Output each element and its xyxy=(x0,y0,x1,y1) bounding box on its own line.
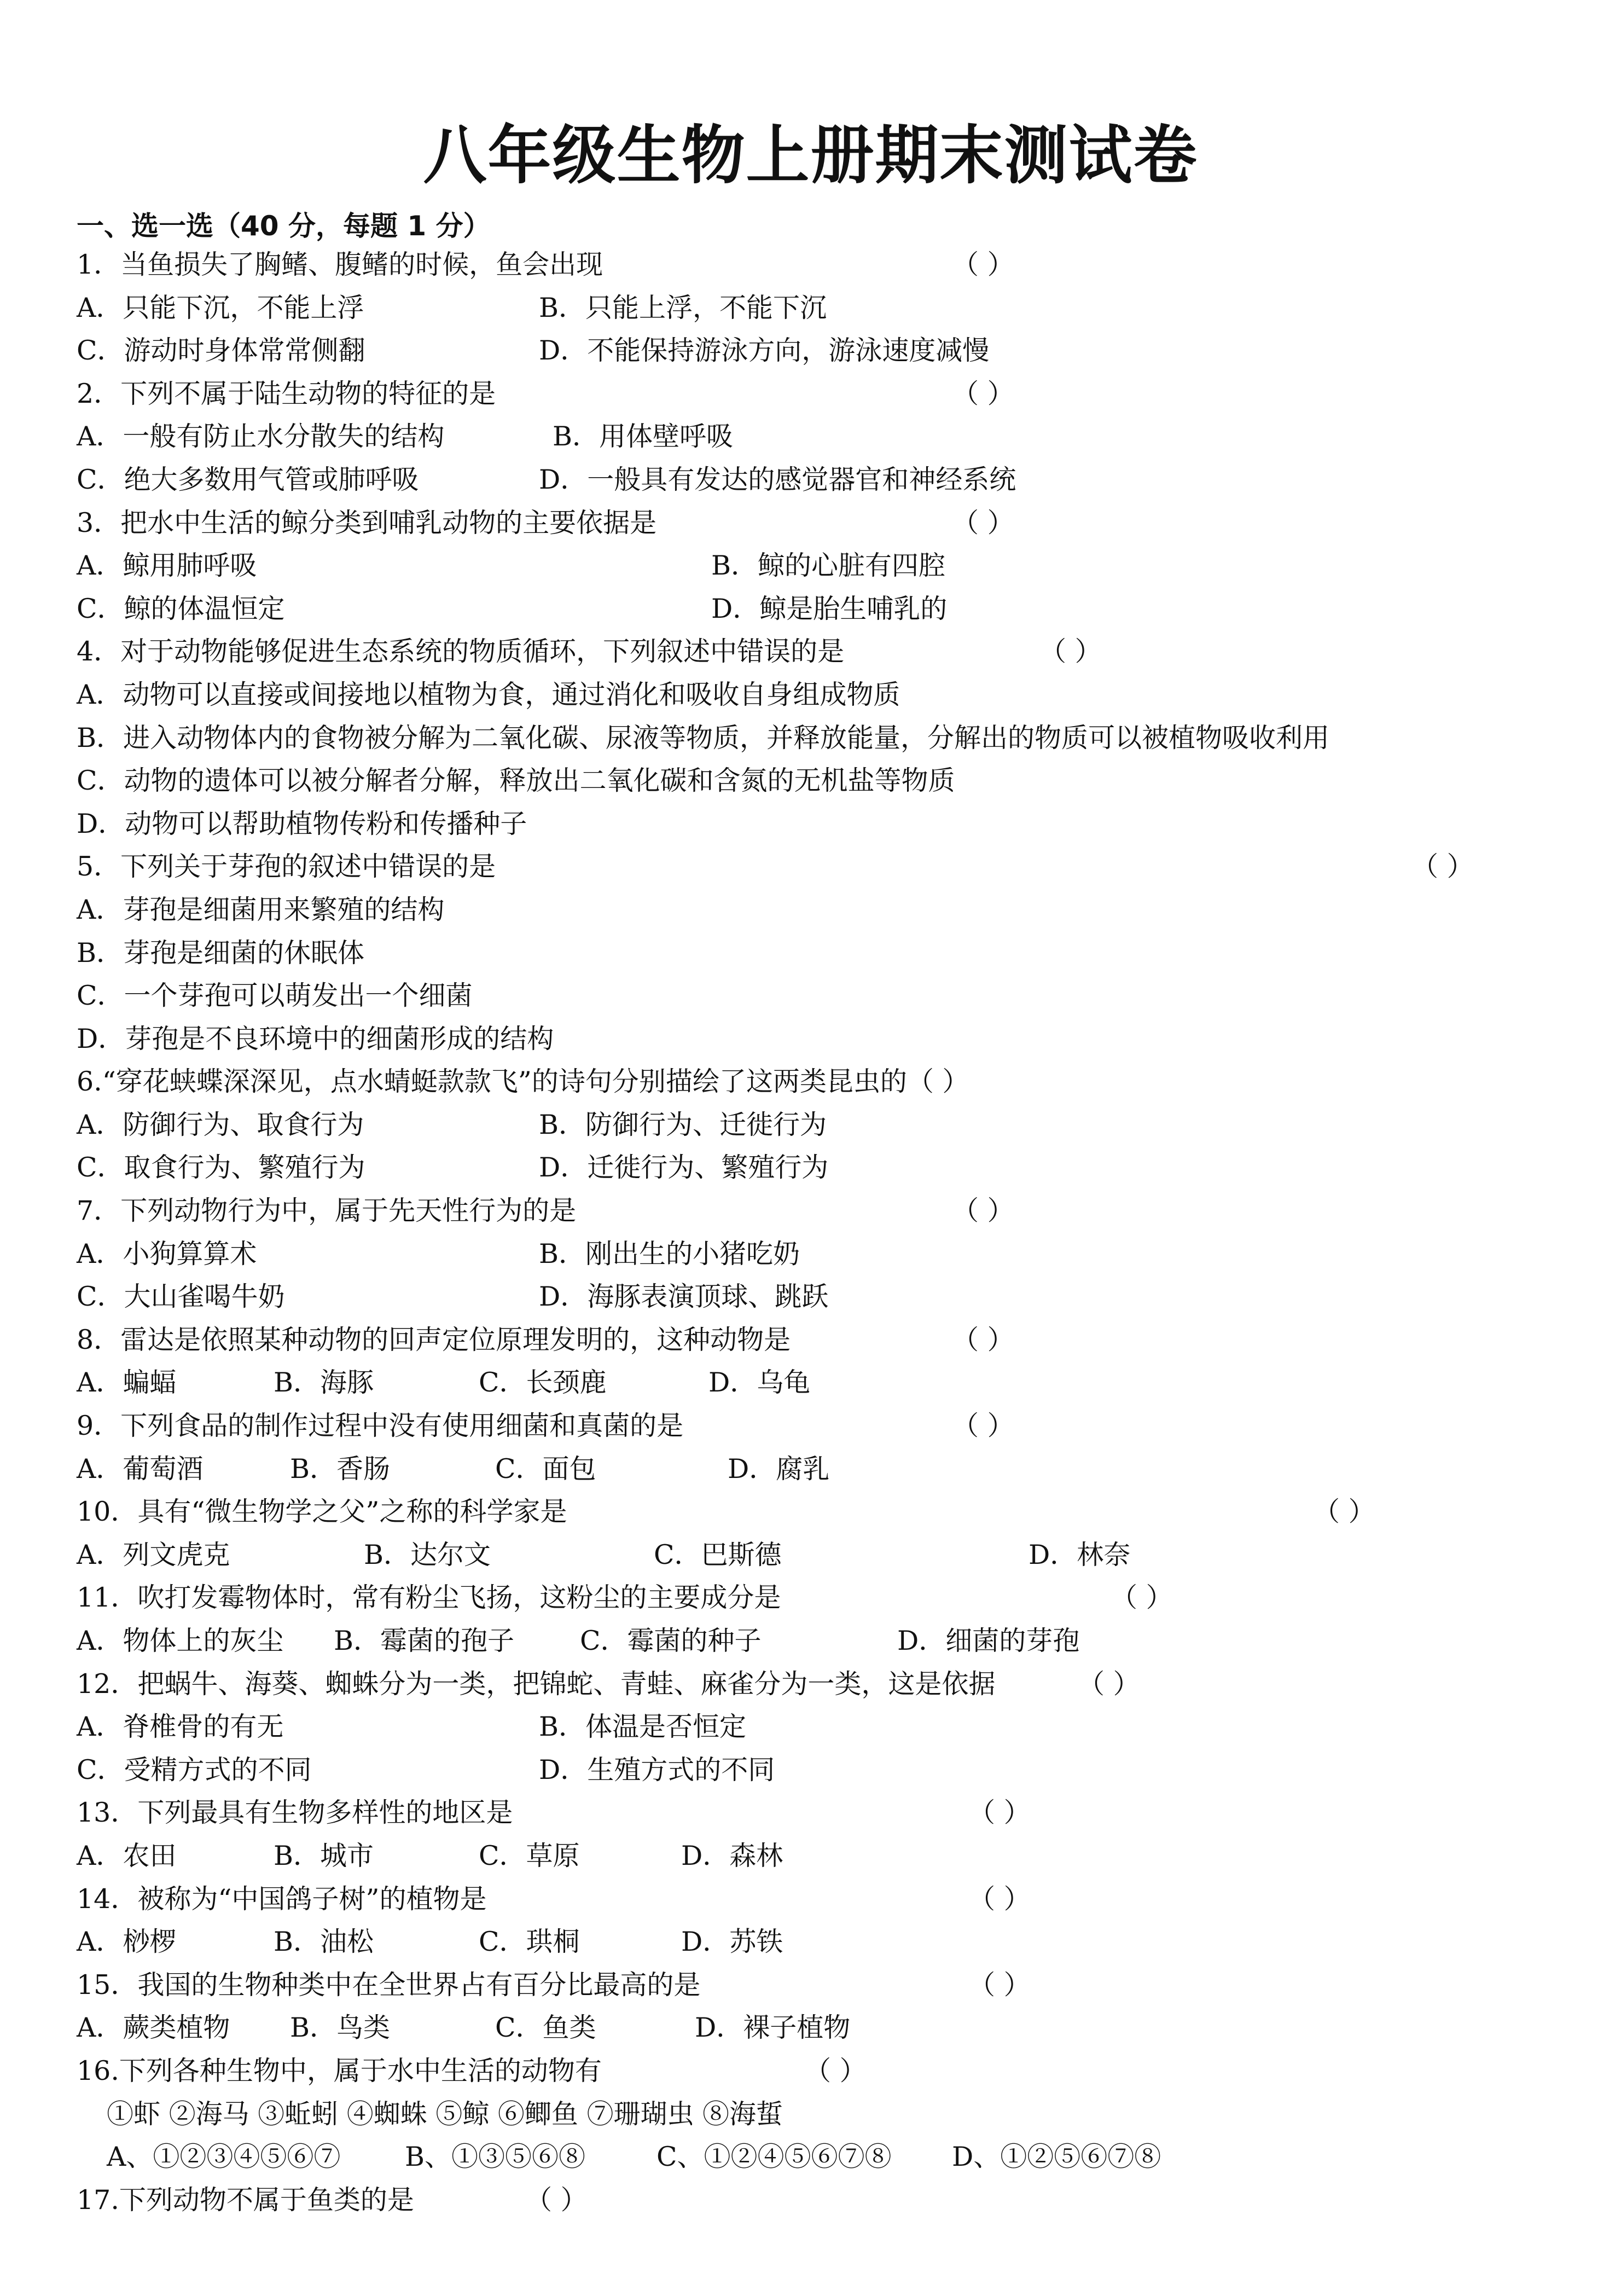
answer-blank: （ ） xyxy=(968,1797,1031,1829)
question-line xyxy=(77,1964,1554,2007)
question-line xyxy=(77,1620,1554,1663)
line-text: D．林奈 xyxy=(1029,1539,1131,1570)
answer-blank: （ ） xyxy=(804,2055,867,2086)
question-line xyxy=(77,459,1554,502)
question-line xyxy=(77,1835,1554,1878)
question-line xyxy=(77,1491,1554,1534)
line-text: A．蝙蝠 xyxy=(77,1367,177,1399)
line-text: 5．下列关于芽孢的叙述中错误的是 xyxy=(77,851,496,883)
line-text: ①虾 ②海马 ③蚯蚓 ④蜘蛛 ⑤鲸 ⑥鲫鱼 ⑦珊瑚虫 ⑧海蜇 xyxy=(107,2098,783,2130)
line-text: 1．当鱼损失了胸鳍、腹鳍的时候，鱼会出现 xyxy=(77,249,603,280)
line-text: B．进入动物体内的食物被分解为二氧化碳、尿液等物质，并释放能量，分解出的物质可以被植物吸收利用 xyxy=(77,722,1330,753)
line-text: A．只能下沉，不能上浮 xyxy=(77,292,364,323)
question-line xyxy=(77,544,1554,588)
line-text: D．腐乳 xyxy=(728,1453,830,1485)
line-text: D．动物可以帮助植物传粉和传播种子 xyxy=(77,808,527,839)
line-text: D．乌龟 xyxy=(708,1367,811,1399)
question-line xyxy=(77,932,1554,975)
question-line xyxy=(77,889,1554,932)
line-text: A．动物可以直接或间接地以植物为食，通过消化和吸收自身组成物质 xyxy=(77,679,900,710)
line-text: 17.下列动物不属于鱼类的是 xyxy=(77,2184,414,2216)
answer-blank: （ ） xyxy=(968,1883,1031,1915)
question-line xyxy=(77,2136,1554,2179)
question-line xyxy=(77,1146,1554,1190)
question-line xyxy=(77,588,1554,631)
line-text: D、①②⑤⑥⑦⑧ xyxy=(952,2141,1161,2173)
line-text: C．鲸的体温恒定 xyxy=(77,593,285,624)
question-line xyxy=(77,415,1554,459)
line-text: 10．具有“微生物学之父”之称的科学家是 xyxy=(77,1496,567,1528)
line-text: D．裸子植物 xyxy=(695,2012,851,2044)
line-text: 3．把水中生活的鲸分类到哺乳动物的主要依据是 xyxy=(77,507,657,538)
question-line xyxy=(77,1233,1554,1276)
question-line xyxy=(77,1405,1554,1448)
line-text: A、①②③④⑤⑥⑦ xyxy=(107,2141,341,2173)
question-line xyxy=(77,2007,1554,2050)
question-line xyxy=(77,717,1554,760)
line-text: 16.下列各种生物中，属于水中生活的动物有 xyxy=(77,2055,602,2086)
line-text: A．芽孢是细菌用来繁殖的结构 xyxy=(77,894,445,925)
line-text: D．细菌的芽孢 xyxy=(897,1625,1080,1656)
line-text: B．城市 xyxy=(274,1840,374,1871)
line-text: A．葡萄酒 xyxy=(77,1453,204,1485)
answer-blank: （ ） xyxy=(1039,636,1102,668)
line-text: 6.“穿花蛱蝶深深见，点水蜻蜓款款飞”的诗句分别描绘了这两类昆虫的（ ） xyxy=(77,1066,969,1098)
line-text: C．鱼类 xyxy=(495,2012,596,2044)
line-text: 12．把蜗牛、海葵、蜘蛛分为一类，把锦蛇、青蛙、麻雀分为一类，这是依据 xyxy=(77,1668,996,1700)
line-text: 7．下列动物行为中，属于先天性行为的是 xyxy=(77,1195,577,1227)
question-line xyxy=(77,1104,1554,1147)
question-line xyxy=(77,975,1554,1018)
question-line xyxy=(77,1319,1554,1362)
question-line xyxy=(77,1576,1554,1620)
question-line xyxy=(77,1749,1554,1792)
answer-blank: （ ） xyxy=(968,1969,1031,2001)
question-line xyxy=(77,803,1554,846)
answer-blank: （ ） xyxy=(952,1410,1014,1442)
line-text: 4．对于动物能够促进生态系统的物质循环，下列叙述中错误的是 xyxy=(77,636,845,668)
answer-blank: （ ） xyxy=(1111,1582,1173,1614)
answer-blank: （ ） xyxy=(1078,1668,1140,1700)
line-text: A．桫椤 xyxy=(77,1926,177,1958)
answer-blank: （ ） xyxy=(1411,851,1474,883)
line-text: D．一般具有发达的感觉器官和神经系统 xyxy=(539,463,1016,495)
line-text: B．达尔文 xyxy=(364,1539,491,1570)
line-text: B．海豚 xyxy=(274,1367,374,1399)
answer-blank: （ ） xyxy=(952,249,1014,280)
line-text: 11．吹打发霉物体时，常有粉尘飞扬，这粉尘的主要成分是 xyxy=(77,1582,781,1614)
line-text: 8．雷达是依照某种动物的回声定位原理发明的，这种动物是 xyxy=(77,1324,791,1355)
line-text: A．小狗算算术 xyxy=(77,1238,257,1269)
question-line xyxy=(77,329,1554,373)
line-text: D．不能保持游泳方向，游泳速度减慢 xyxy=(539,335,990,367)
line-text: 9．下列食品的制作过程中没有使用细菌和真菌的是 xyxy=(77,1410,684,1442)
line-text: D．苏铁 xyxy=(681,1926,783,1958)
question-line xyxy=(77,2093,1554,2136)
question-line xyxy=(77,1534,1554,1577)
line-text: C．受精方式的不同 xyxy=(77,1754,312,1785)
line-text: C．珙桐 xyxy=(479,1926,580,1958)
question-line xyxy=(77,2179,1554,2222)
question-line xyxy=(77,1791,1554,1835)
question-line xyxy=(77,1921,1554,1964)
line-text: C．绝大多数用气管或肺呼吸 xyxy=(77,463,419,495)
question-line xyxy=(77,674,1554,717)
line-text: C．长颈鹿 xyxy=(479,1367,607,1399)
line-text: C．动物的遗体可以被分解者分解，释放出二氧化碳和含氮的无机盐等物质 xyxy=(77,765,955,797)
question-line xyxy=(77,502,1554,545)
question-line xyxy=(77,1706,1554,1749)
question-line xyxy=(77,1275,1554,1319)
question-line xyxy=(77,1361,1554,1405)
question-line xyxy=(77,759,1554,803)
line-text: A．蕨类植物 xyxy=(77,2012,230,2044)
line-text: C．一个芽孢可以萌发出一个细菌 xyxy=(77,980,473,1012)
line-text: 2．下列不属于陆生动物的特征的是 xyxy=(77,378,496,409)
question-line xyxy=(77,845,1554,889)
question-line xyxy=(77,373,1554,416)
question-line xyxy=(77,630,1554,674)
page-title: 八年级生物上册期末测试卷 xyxy=(423,119,1198,193)
question-line xyxy=(77,287,1554,330)
line-text: A．防御行为、取食行为 xyxy=(77,1109,364,1140)
line-text: C．大山雀喝牛奶 xyxy=(77,1281,285,1313)
line-text: C．游动时身体常常侧翻 xyxy=(77,335,365,367)
section-heading: 一、选一选（40 分，每题 1 分） xyxy=(77,210,491,242)
line-text: B．防御行为、迁徙行为 xyxy=(539,1109,827,1140)
line-text: B．芽孢是细菌的休眠体 xyxy=(77,937,365,969)
answer-blank: （ ） xyxy=(952,507,1014,538)
question-line xyxy=(77,1448,1554,1491)
question-list xyxy=(77,243,1554,2222)
line-text: B．油松 xyxy=(274,1926,374,1958)
answer-blank: （ ） xyxy=(952,1195,1014,1227)
line-text: A．一般有防止水分散失的结构 xyxy=(77,421,445,453)
line-text: A．物体上的灰尘 xyxy=(77,1625,284,1656)
line-text: B．体温是否恒定 xyxy=(539,1711,747,1743)
line-text: C．草原 xyxy=(479,1840,580,1871)
answer-blank: （ ） xyxy=(1313,1496,1375,1528)
line-text: B．用体壁呼吸 xyxy=(553,421,734,453)
question-line xyxy=(77,1018,1554,1061)
line-text: C．巴斯德 xyxy=(654,1539,782,1570)
answer-blank: （ ） xyxy=(952,378,1014,409)
line-text: B．只能上浮，不能下沉 xyxy=(539,292,827,323)
line-text: 15．我国的生物种类中在全世界占有百分比最高的是 xyxy=(77,1969,701,2001)
line-text: 14．被称为“中国鸽子树”的植物是 xyxy=(77,1883,487,1915)
line-text: B．鸟类 xyxy=(290,2012,391,2044)
line-text: B、①③⑤⑥⑧ xyxy=(405,2141,586,2173)
answer-blank: （ ） xyxy=(525,2184,588,2216)
line-text: B．刚出生的小猪吃奶 xyxy=(539,1238,800,1269)
line-text: D．鲸是胎生哺乳的 xyxy=(711,593,948,624)
line-text: B．香肠 xyxy=(290,1453,391,1485)
line-text: D．迁徙行为、繁殖行为 xyxy=(539,1152,829,1184)
answer-blank: （ ） xyxy=(952,1324,1014,1355)
line-text: 13．下列最具有生物多样性的地区是 xyxy=(77,1797,513,1829)
line-text: B．鲸的心脏有四腔 xyxy=(711,550,946,582)
line-text: A．脊椎骨的有无 xyxy=(77,1711,284,1743)
question-line xyxy=(77,2050,1554,2093)
question-line xyxy=(77,1878,1554,1921)
line-text: C．取食行为、繁殖行为 xyxy=(77,1152,365,1184)
line-text: D．芽孢是不良环境中的细菌形成的结构 xyxy=(77,1023,554,1054)
line-text: D．森林 xyxy=(681,1840,783,1871)
question-line xyxy=(77,1663,1554,1706)
line-text: B．霉菌的孢子 xyxy=(334,1625,515,1656)
question-line xyxy=(77,1060,1554,1104)
line-text: A．农田 xyxy=(77,1840,177,1871)
line-text: D．生殖方式的不同 xyxy=(539,1754,775,1785)
line-text: A．鲸用肺呼吸 xyxy=(77,550,257,582)
line-text: D．海豚表演顶球、跳跃 xyxy=(539,1281,829,1313)
line-text: C、①②④⑤⑥⑦⑧ xyxy=(656,2141,892,2173)
line-text: C．面包 xyxy=(495,1453,596,1485)
line-text: C．霉菌的种子 xyxy=(580,1625,762,1656)
question-line xyxy=(77,1190,1554,1233)
line-text: A．列文虎克 xyxy=(77,1539,230,1570)
question-line xyxy=(77,243,1554,287)
